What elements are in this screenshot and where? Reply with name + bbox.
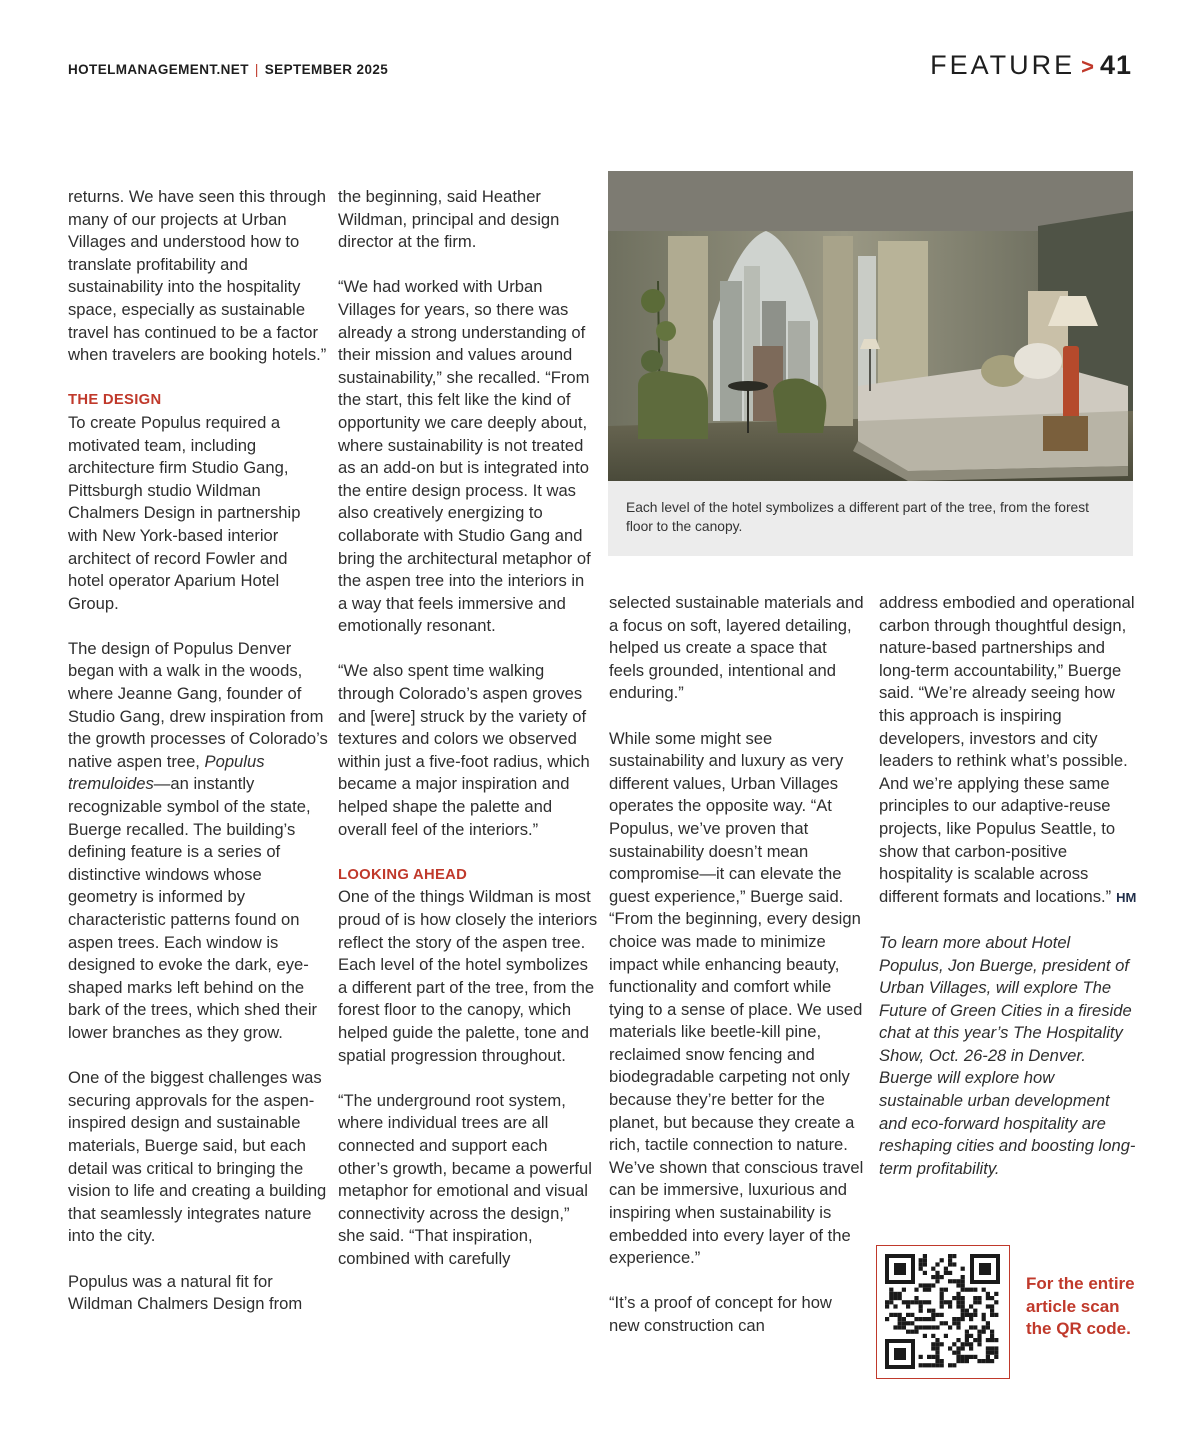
photo-caption: Each level of the hotel symbolizes a different part of the tree, from the forest floor to the canopy. [626, 500, 1089, 534]
article-column-1 [68, 186, 328, 1316]
chevron-right-icon: > [1081, 54, 1094, 79]
site-name: HOTELMANAGEMENT.NET [68, 62, 249, 77]
issue-date: SEPTEMBER 2025 [264, 62, 389, 77]
hotel-room-photo [608, 171, 1133, 481]
signoff-mark: HM [1116, 889, 1137, 905]
section-name: FEATURE [930, 50, 1076, 80]
text-run: The design of Populus Denver began with a walk in the woods, where Jeanne Gang, founder of Studio Gang, drew inspiration from the growth processes of Colorado’s native aspen tree, [68, 638, 328, 771]
qr-code[interactable] [876, 1245, 1010, 1379]
paragraph: While some might see sustainability and luxury as very different values, Urban Villages operates the opposite way. “At Populus, we’ve proven that sustainability doesn’t mean compromise—it can elevate the guest experience,” Buerge said. “From the beginning, every design choice was made to minimize impact while enhancing beauty, functionality and comfort while tying to a sense of place. We used materials like beetle-kill pine, reclaimed snow fencing and biodegradable carpeting not only because they’re better for the planet, but because they create a rich, tactile connection to nature. We’ve shown that conscious travel can be immersive, luxurious and inspiring when sustainability is embedded into every layer of the experience.” [609, 728, 864, 1268]
text-run: —an instantly recognizable symbol of the state, Buerge recalled. The building’s defining feature is a series of distinctive windows whose geometry is informed by characteristic patterns found on aspen trees. Each window is designed to evoke the dark, eye-shaped marks left behind on the bark of the trees, which shed their lower branches as they grow. [68, 774, 318, 1042]
species-name: Populus tremuloides [68, 751, 265, 794]
paragraph: returns. We have seen this through many of our projects at Urban Villages and understood how to translate profitability and sustainability into the hospitality space, especially as sustainable travel has continued to be a factor when travelers are booking hotels.” [68, 187, 327, 365]
text-run: address embodied and operational carbon through thoughtful design, nature-based partnerships and long-term accountability,” Buerge said. “We’re already seeing how this approach is inspiring developers, investors and city leaders to rethink what’s possible. And we’re applying these same principles to our adaptive-reuse projects, like Populus Seattle, to show that carbon-positive hospitality is scalable across different formats and locations.” [879, 593, 1135, 906]
section-heading-design: THE DESIGN [68, 392, 162, 409]
paragraph: One of the things Wildman is most proud of is how closely the interiors reflect the story of the aspen tree. Each level of the hotel symbolizes a different part of the tree, from the forest floor to the canopy, which helped guide the palette, tone and spatial progression throughout. [338, 887, 598, 1065]
section-heading-looking-ahead: LOOKING AHEAD [338, 866, 468, 883]
section-label [930, 50, 1132, 81]
article-column-4 [879, 592, 1139, 1180]
header-separator: | [254, 62, 259, 77]
paragraph [68, 638, 328, 1045]
paragraph [879, 592, 1139, 909]
paragraph: “We had worked with Urban Villages for years, so there was already a strong understanding of their mission and values around sustainability,” she recalled. “From the start, this felt like the kind of opportunity we care deeply about, where sustainability is not treated as an add-on but is integrated into the entire design process. It was also creatively energizing to collaborate with Studio Gang and bring the architectural metaphor of the aspen tree into the interiors in a way that feels immersive and emotionally resonant. [338, 277, 591, 636]
running-header [68, 62, 388, 77]
event-note: To learn more about Hotel Populus, Jon Buerge, president of Urban Villages, will explore The Future of Green Cities in a fireside chat at this year’s The Hospitality Show, Oct. 26-28 in Denver. Buerge will explore how sustainable urban development and eco-forward hospitality are reshaping cities and boosting long-term profitability. [879, 932, 1136, 1178]
article-column-3 [609, 592, 865, 1338]
article-column-2 [338, 186, 598, 1271]
paragraph: “We also spent time walking through Colorado’s aspen groves and [were] struck by the variety of textures and colors we observed within just a five-foot radius, which became a major inspiration and helped shape the palette and overall feel of the interiors.” [338, 661, 590, 839]
paragraph: Populus was a natural fit for Wildman Chalmers Design from [68, 1271, 303, 1314]
qr-code-icon [877, 1246, 1008, 1377]
page-number: 41 [1099, 50, 1132, 80]
qr-prompt: For the entire article scan the QR code. [1026, 1274, 1135, 1339]
paragraph: “It’s a proof of concept for how new construction can [609, 1293, 832, 1335]
paragraph: selected sustainable materials and a focus on soft, layered detailing, helped us create a space that feels grounded, intentional and enduring.” [609, 593, 864, 703]
paragraph: To create Populus required a motivated team, including architecture firm Studio Gang, Pittsburgh studio Wildman Chalmers Design in partnership with New York-based interior architect of record Fowler and hotel operator Aparium Hotel Group. [68, 412, 301, 613]
paragraph: “The underground root system, where individual trees are all connected and support each other’s growth, became a powerful metaphor for emotional and visual connectivity across the design,” she said. “That inspiration, combined with carefully [338, 1090, 592, 1268]
paragraph: the beginning, said Heather Wildman, principal and design director at the firm. [338, 187, 560, 252]
photo-figure [608, 171, 1133, 556]
paragraph: One of the biggest challenges was securing approvals for the aspen-inspired design and sustainable materials, Buerge said, but each detail was critical to bringing the vision to life and creating a building that seamlessly integrates nature into the city. [68, 1068, 327, 1246]
